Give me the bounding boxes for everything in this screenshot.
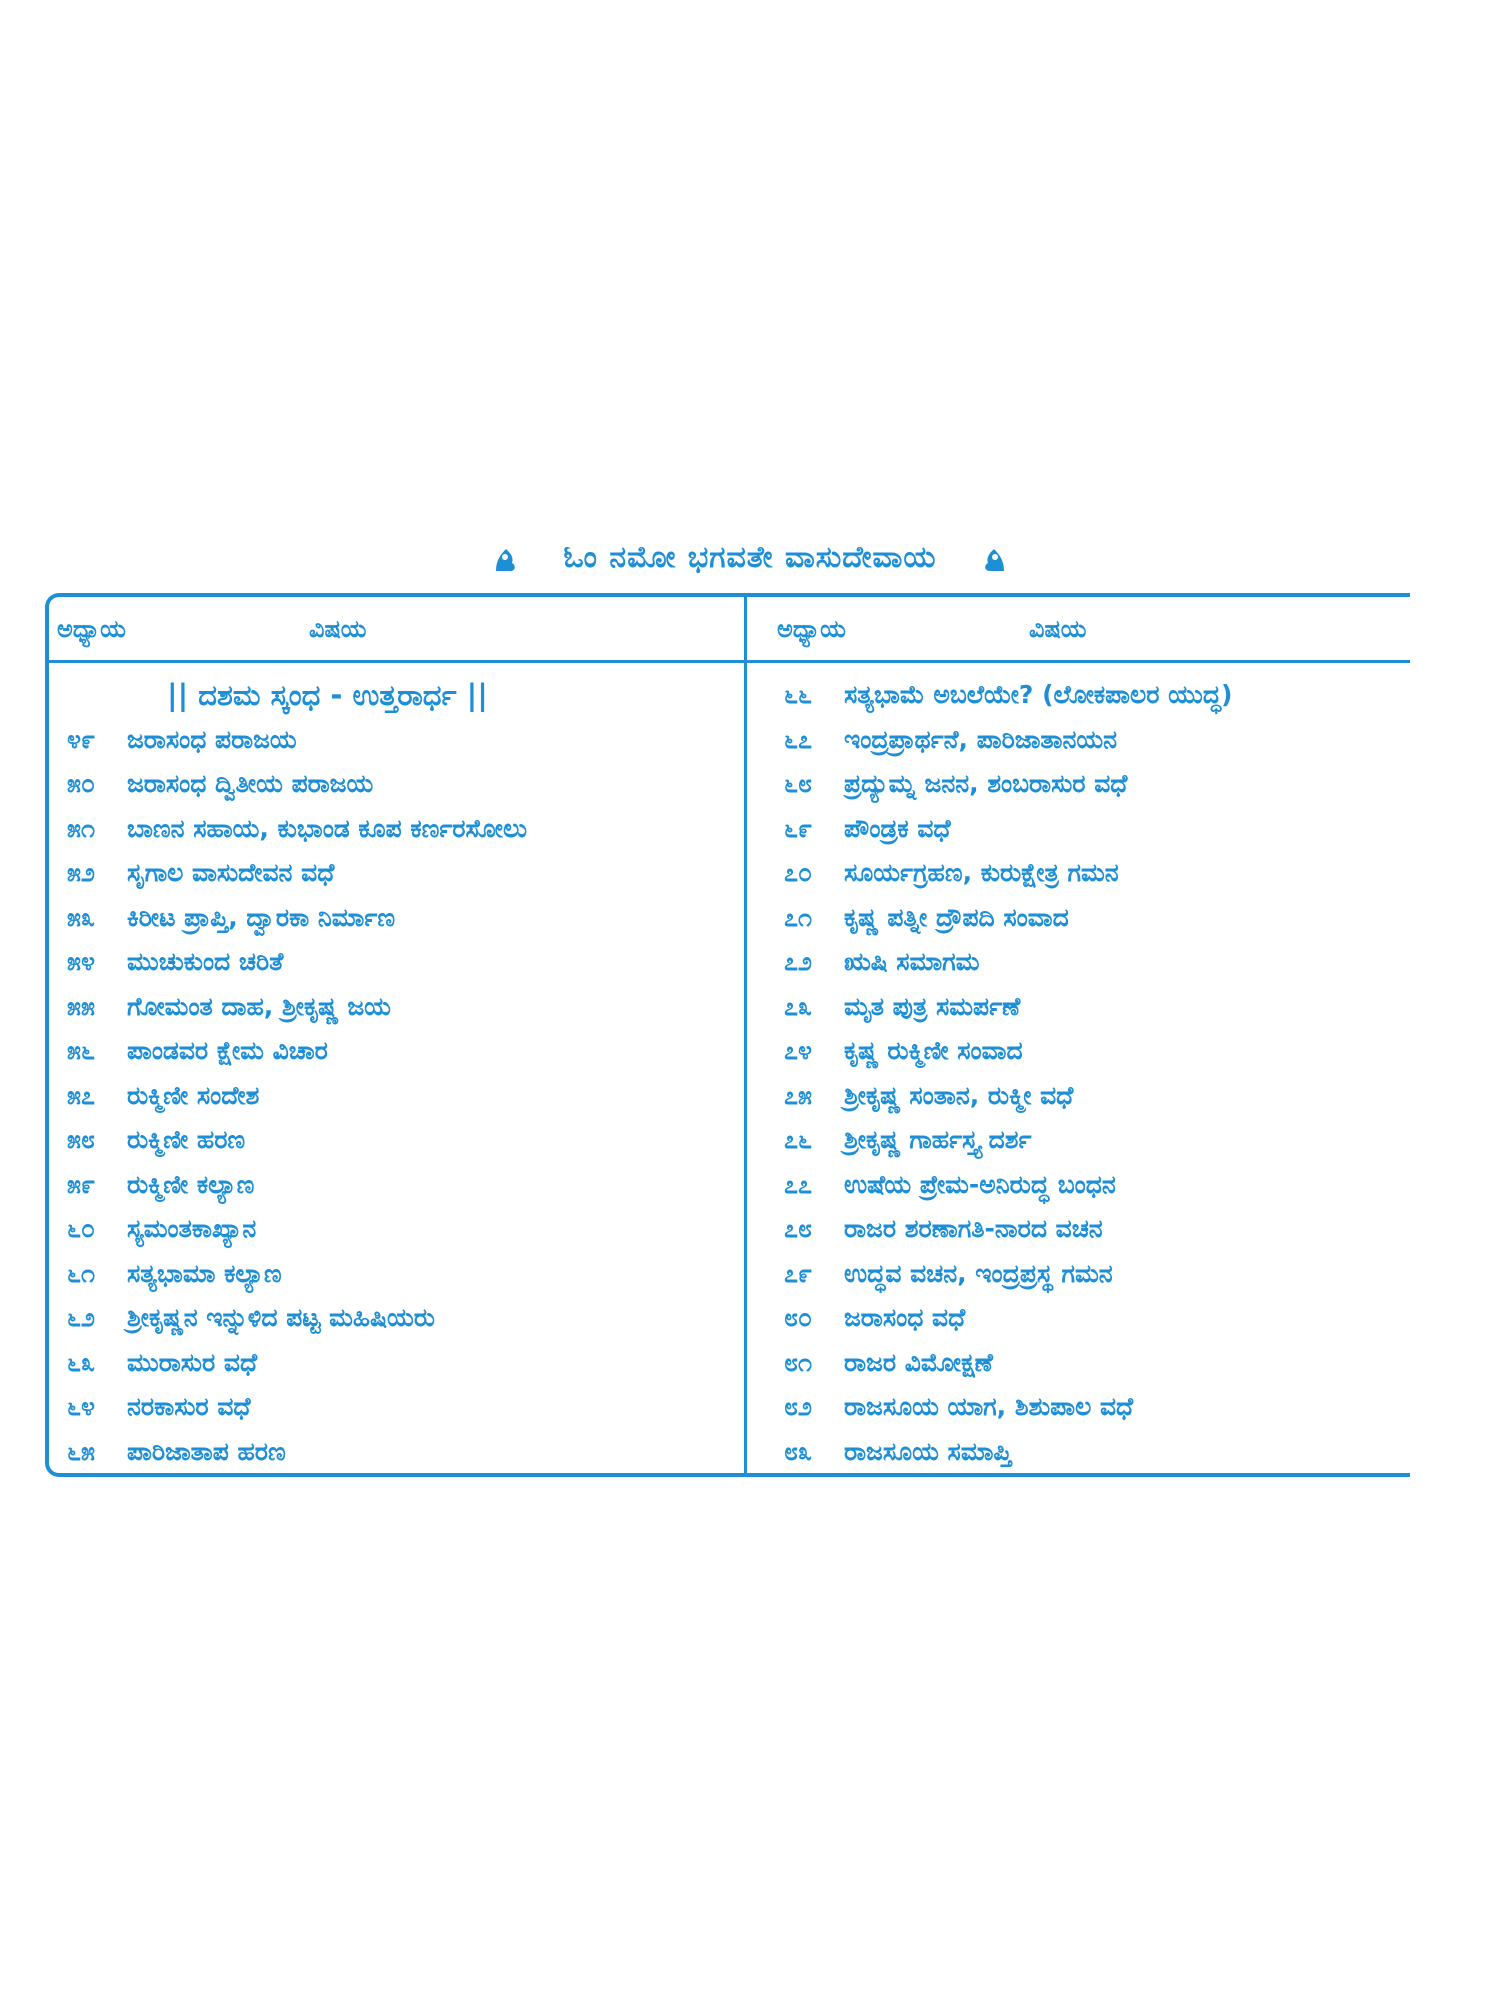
list-item	[784, 985, 1232, 1030]
chapter-subject: ಸೂರ್ಯಗ್ರಹಣ, ಕುರುಕ್ಷೇತ್ರ ಗಮನ	[844, 858, 1119, 888]
list-item	[784, 1118, 1232, 1163]
chapter-number: ೬೨	[67, 1303, 96, 1333]
right-chapter-header: ಅಧ್ಯಾಯ	[777, 615, 846, 643]
chapter-number: ೬೮	[784, 769, 813, 799]
chapter-number: ೭೬	[784, 1125, 813, 1155]
chapter-subject: ಋಷಿ ಸಮಾಗಮ	[844, 947, 980, 977]
chapter-number: ೫೭	[67, 1080, 96, 1110]
chapter-subject: ಶ್ರೀಕೃಷ್ಣ ಸಂತಾನ, ರುಕ್ಮೀ ವಧೆ	[844, 1080, 1074, 1110]
list-item	[67, 1385, 527, 1430]
chapter-number: ೫೩	[67, 902, 96, 932]
chapter-subject: ಗೋಮಂತ ದಾಹ, ಶ್ರೀಕೃಷ್ಣ ಜಯ	[127, 991, 391, 1021]
chapter-subject: ಕೃಷ್ಣ ಪತ್ನೀ ದ್ರೌಪದಿ ಸಂವಾದ	[844, 902, 1069, 932]
chapter-subject: ಶ್ರೀಕೃಷ್ಣ ಗಾರ್ಹಸ್ತ್ಯ ದರ್ಶ	[844, 1125, 1032, 1155]
list-item	[784, 1074, 1232, 1119]
list-item	[784, 1430, 1232, 1475]
chapter-number: ೮೧	[784, 1347, 813, 1377]
chapter-subject: ಮೃತ ಪುತ್ರ ಸಮರ್ಪಣೆ	[844, 991, 1021, 1021]
chapter-subject: ರಾಜರ ಶರಣಾಗತಿ-ನಾರದ ವಚನ	[844, 1214, 1103, 1244]
chapter-number: ೬೧	[67, 1258, 96, 1288]
chapter-number: ೪೯	[67, 724, 96, 754]
list-item	[67, 1029, 527, 1074]
list-item	[67, 985, 527, 1030]
list-item	[67, 1341, 527, 1386]
list-item	[784, 1341, 1232, 1386]
left-chapter-header: ಅಧ್ಯಾಯ	[57, 615, 126, 643]
chapter-number: ೫೬	[67, 1036, 96, 1066]
chapter-subject: ಜರಾಸಂಧ ದ್ವಿತೀಯ ಪರಾಜಯ	[127, 769, 374, 799]
chapter-subject: ಕಿರೀಟ ಪ್ರಾಪ್ತಿ, ದ್ವಾರಕಾ ನಿರ್ಮಾಣ	[127, 902, 396, 932]
chapter-subject: ಪ್ರದ್ಯುಮ್ನ ಜನನ, ಶಂಬರಾಸುರ ವಧೆ	[844, 769, 1128, 799]
contents-table	[45, 593, 1410, 1477]
chapter-number: ೭೭	[784, 1169, 813, 1199]
chapter-subject: ಇಂದ್ರಪ್ರಾರ್ಥನೆ, ಪಾರಿಜಾತಾನಯನ	[844, 724, 1118, 754]
column-divider	[744, 597, 747, 1473]
chapter-number: ೮೨	[784, 1392, 813, 1422]
list-item	[67, 1163, 527, 1208]
list-item	[67, 1207, 527, 1252]
chapter-number: ೮೦	[784, 1303, 813, 1333]
chapter-subject: ಬಾಣನ ಸಹಾಯ, ಕುಭಾಂಡ ಕೂಪ ಕರ್ಣರಸೋಲು	[127, 813, 528, 843]
chapter-subject: ಮುರಾಸುರ ವಧೆ	[127, 1347, 258, 1377]
chapter-subject: ಸತ್ಯಭಾಮೆ ಅಬಲೆಯೇ? (ಲೋಕಪಾಲರ ಯುದ್ಧ)	[844, 680, 1233, 710]
list-item	[784, 1385, 1232, 1430]
list-item	[784, 1029, 1232, 1074]
chapter-number: ೭೯	[784, 1258, 813, 1288]
list-item	[784, 718, 1232, 763]
header-rule	[49, 660, 1410, 663]
chapter-subject: ರುಕ್ಮಿಣೀ ಕಲ್ಯಾಣ	[127, 1169, 255, 1199]
list-item	[784, 851, 1232, 896]
chapter-subject: ಪೌಂಡ್ರಕ ವಧೆ	[844, 813, 951, 843]
chapter-number: ೬೯	[784, 813, 813, 843]
chapter-subject: ರುಕ್ಮಿಣೀ ಹರಣ	[127, 1125, 246, 1155]
chapter-number: ೮೩	[784, 1436, 813, 1466]
chapter-subject: ಸೃಗಾಲ ವಾಸುದೇವನ ವಧೆ	[127, 858, 335, 888]
chapter-subject: ಶ್ರೀಕೃಷ್ಣನ ಇನ್ನುಳಿದ ಪಟ್ಟ ಮಹಿಷಿಯರು	[127, 1303, 436, 1333]
chapter-number: ೫೨	[67, 858, 96, 888]
right-column	[784, 673, 1232, 1474]
chapter-number: ೫೪	[67, 947, 96, 977]
chapter-subject: ಸ್ಯಮಂತಕಾಖ್ಯಾನ	[127, 1214, 257, 1244]
chapter-subject: ಉಷೆಯ ಪ್ರೇಮ-ಅನಿರುದ್ಧ ಬಂಧನ	[844, 1169, 1116, 1199]
list-item	[67, 1252, 527, 1297]
chapter-subject: ಜರಾಸಂಧ ವಧೆ	[844, 1303, 966, 1333]
list-item	[67, 940, 527, 985]
list-item	[67, 1074, 527, 1119]
invocation-text: ಓಂ ನಮೋ ಭಗವತೇ ವಾಸುದೇವಾಯ	[563, 540, 937, 575]
chapter-number: ೭೩	[784, 991, 813, 1021]
chapter-number: ೬೦	[67, 1214, 96, 1244]
chapter-subject: ರಾಜರ ವಿಮೋಕ್ಷಣೆ	[844, 1347, 993, 1377]
list-item	[784, 896, 1232, 941]
chapter-number: ೭೫	[784, 1080, 813, 1110]
list-item	[784, 673, 1232, 718]
list-item	[784, 1207, 1232, 1252]
list-item	[784, 940, 1232, 985]
chapter-number: ೫೮	[67, 1125, 96, 1155]
right-subject-header: ವಿಷಯ	[1029, 615, 1087, 643]
list-item	[67, 762, 527, 807]
chapter-number: ೫೫	[67, 991, 96, 1021]
list-item	[784, 762, 1232, 807]
list-item	[67, 896, 527, 941]
chapter-number: ೬೬	[784, 680, 813, 710]
list-item	[784, 1252, 1232, 1297]
chapter-number: ೫೯	[67, 1169, 96, 1199]
list-item	[67, 1296, 527, 1341]
chapter-subject: ಉದ್ಧವ ವಚನ, ಇಂದ್ರಪ್ರಸ್ಥ ಗಮನ	[844, 1258, 1113, 1288]
chapter-subject: ನರಕಾಸುರ ವಧೆ	[127, 1392, 251, 1422]
chapter-number: ೫೦	[67, 769, 96, 799]
left-subject-header: ವಿಷಯ	[309, 615, 367, 643]
chapter-subject: ಸತ್ಯಭಾಮಾ ಕಲ್ಯಾಣ	[127, 1258, 282, 1288]
chapter-subject: ಪಾಂಡವರ ಕ್ಷೇಮ ವಿಚಾರ	[127, 1036, 328, 1066]
chapter-number: ೭೨	[784, 947, 813, 977]
chapter-subject: ರಾಜಸೂಯ ಸಮಾಪ್ತಿ	[844, 1436, 1012, 1466]
chapter-number: ೬೫	[67, 1436, 96, 1466]
list-item	[67, 1430, 527, 1475]
section-title: || ದಶಮ ಸ್ಕಂಧ - ಉತ್ತರಾರ್ಧ ||	[167, 677, 488, 712]
chapter-number: ೬೪	[67, 1392, 96, 1422]
chapter-number: ೭೮	[784, 1214, 813, 1244]
chapter-number: ೬೭	[784, 724, 813, 754]
list-item	[784, 1296, 1232, 1341]
deity-ornament-icon	[978, 543, 1010, 575]
chapter-subject: ಪಾರಿಜಾತಾಪ ಹರಣ	[127, 1436, 286, 1466]
chapter-subject: ಮುಚುಕುಂದ ಚರಿತೆ	[127, 947, 284, 977]
chapter-subject: ರಾಜಸೂಯ ಯಾಗ, ಶಿಶುಪಾಲ ವಧೆ	[844, 1392, 1134, 1422]
chapter-number: ೭೦	[784, 858, 813, 888]
chapter-subject: ಜರಾಸಂಧ ಪರಾಜಯ	[127, 724, 297, 754]
invocation-header	[0, 540, 1500, 575]
chapter-subject: ಕೃಷ್ಣ ರುಕ್ಮಿಣೀ ಸಂವಾದ	[844, 1036, 1023, 1066]
chapter-subject: ರುಕ್ಮಿಣೀ ಸಂದೇಶ	[127, 1080, 260, 1110]
list-item	[784, 807, 1232, 852]
list-item	[784, 1163, 1232, 1208]
chapter-number: ೭೪	[784, 1036, 813, 1066]
list-item	[67, 807, 527, 852]
chapter-number: ೫೧	[67, 813, 96, 843]
left-column	[67, 673, 527, 1474]
deity-ornament-icon	[490, 543, 522, 575]
list-item	[67, 851, 527, 896]
chapter-number: ೭೧	[784, 902, 813, 932]
list-item	[67, 1118, 527, 1163]
list-item	[67, 718, 527, 763]
chapter-number: ೬೩	[67, 1347, 96, 1377]
